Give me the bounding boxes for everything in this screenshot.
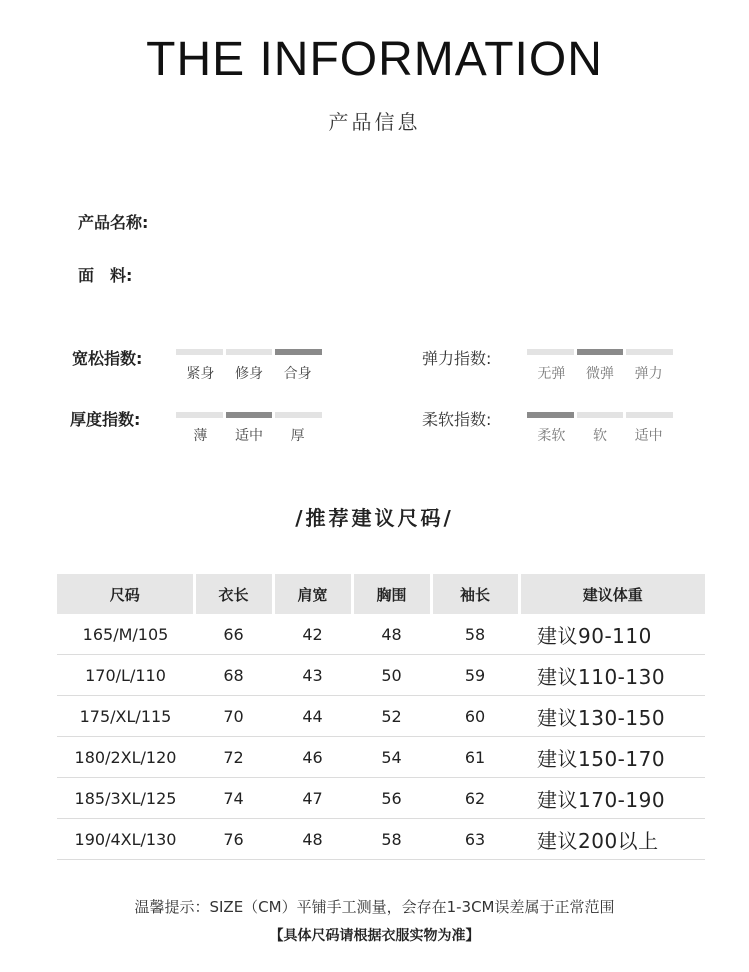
looseness-seg-3 bbox=[275, 349, 322, 355]
table-row bbox=[57, 737, 705, 778]
chest-cell: 54 bbox=[352, 737, 431, 778]
softness-seg-2 bbox=[577, 412, 624, 418]
softness-option: 软 bbox=[593, 428, 607, 444]
sleeve-cell: 60 bbox=[431, 696, 519, 737]
thickness-options bbox=[176, 425, 322, 445]
shoulder-cell: 46 bbox=[273, 737, 352, 778]
header-shoulder: 肩宽 bbox=[273, 574, 352, 614]
softness-seg-1 bbox=[527, 412, 574, 418]
table-row bbox=[57, 819, 705, 860]
looseness-index-bar bbox=[176, 349, 322, 355]
looseness-option: 修身 bbox=[235, 366, 263, 382]
product-name-label: 产品名称: bbox=[78, 213, 149, 232]
elasticity-seg-1 bbox=[527, 349, 574, 355]
size-cell: 175/XL/115 bbox=[57, 696, 194, 737]
looseness-option: 合身 bbox=[283, 366, 312, 382]
weight-cell: 建议110-130 bbox=[519, 655, 705, 696]
elasticity-index-label: 弹力指数: bbox=[422, 349, 492, 368]
looseness-seg-2 bbox=[226, 349, 273, 355]
shoulder-cell: 47 bbox=[273, 778, 352, 819]
chest-cell: 48 bbox=[352, 614, 431, 655]
table-row bbox=[57, 655, 705, 696]
elasticity-option: 无弹 bbox=[537, 366, 566, 382]
table-row bbox=[57, 778, 705, 819]
thickness-option: 适中 bbox=[235, 428, 263, 444]
shoulder-cell: 48 bbox=[273, 819, 352, 860]
length-cell: 74 bbox=[194, 778, 273, 819]
shoulder-cell: 44 bbox=[273, 696, 352, 737]
length-cell: 66 bbox=[194, 614, 273, 655]
softness-options bbox=[527, 425, 673, 445]
chest-cell: 50 bbox=[352, 655, 431, 696]
length-cell: 76 bbox=[194, 819, 273, 860]
size-table bbox=[57, 574, 705, 860]
elasticity-option: 弹力 bbox=[634, 366, 663, 382]
sleeve-cell: 63 bbox=[431, 819, 519, 860]
table-row bbox=[57, 614, 705, 655]
softness-option: 柔软 bbox=[537, 428, 566, 444]
thickness-index-bar bbox=[176, 412, 322, 418]
page-subtitle: 产品信息 bbox=[328, 110, 421, 134]
chest-cell: 52 bbox=[352, 696, 431, 737]
table-row bbox=[57, 696, 705, 737]
material-label: 面 料: bbox=[78, 266, 133, 285]
measurement-tip: 温馨提示：SIZE（CM）平铺手工测量，会存在1-3CM误差属于正常范围 bbox=[134, 898, 615, 916]
length-cell: 72 bbox=[194, 737, 273, 778]
thickness-seg-2 bbox=[226, 412, 273, 418]
size-cell: 165/M/105 bbox=[57, 614, 194, 655]
softness-index-bar bbox=[527, 412, 673, 418]
page-title: THE INFORMATION bbox=[146, 33, 603, 86]
size-cell: 170/L/110 bbox=[57, 655, 194, 696]
thickness-seg-3 bbox=[275, 412, 322, 418]
thickness-seg-1 bbox=[176, 412, 223, 418]
header-weight: 建议体重 bbox=[519, 574, 705, 614]
sleeve-cell: 58 bbox=[431, 614, 519, 655]
softness-seg-3 bbox=[626, 412, 673, 418]
softness-option: 适中 bbox=[634, 428, 663, 444]
thickness-option: 厚 bbox=[290, 428, 305, 444]
header-length: 衣长 bbox=[194, 574, 273, 614]
softness-index-label: 柔软指数: bbox=[422, 410, 492, 429]
chest-cell: 58 bbox=[352, 819, 431, 860]
weight-cell: 建议200以上 bbox=[519, 819, 705, 860]
weight-cell: 建议130-150 bbox=[519, 696, 705, 737]
looseness-seg-1 bbox=[176, 349, 223, 355]
size-cell: 185/3XL/125 bbox=[57, 778, 194, 819]
weight-cell: 建议170-190 bbox=[519, 778, 705, 819]
chest-cell: 56 bbox=[352, 778, 431, 819]
elasticity-options bbox=[527, 363, 673, 383]
weight-cell: 建议90-110 bbox=[519, 614, 705, 655]
looseness-index-label: 宽松指数: bbox=[72, 349, 143, 368]
thickness-option: 薄 bbox=[193, 428, 208, 444]
sleeve-cell: 61 bbox=[431, 737, 519, 778]
size-cell: 180/2XL/120 bbox=[57, 737, 194, 778]
elasticity-index-bar bbox=[527, 349, 673, 355]
looseness-options bbox=[176, 363, 322, 383]
header-sleeve: 袖长 bbox=[431, 574, 519, 614]
size-cell: 190/4XL/130 bbox=[57, 819, 194, 860]
shoulder-cell: 42 bbox=[273, 614, 352, 655]
elasticity-option: 微弹 bbox=[586, 366, 614, 382]
length-cell: 68 bbox=[194, 655, 273, 696]
elasticity-seg-3 bbox=[626, 349, 673, 355]
header-chest: 胸围 bbox=[352, 574, 431, 614]
shoulder-cell: 43 bbox=[273, 655, 352, 696]
weight-cell: 建议150-170 bbox=[519, 737, 705, 778]
sleeve-cell: 59 bbox=[431, 655, 519, 696]
size-section-title: /推荐建议尺码/ bbox=[295, 506, 454, 530]
elasticity-seg-2 bbox=[577, 349, 624, 355]
header-size: 尺码 bbox=[57, 574, 194, 614]
length-cell: 70 bbox=[194, 696, 273, 737]
size-table-header-row bbox=[57, 574, 705, 614]
looseness-option: 紧身 bbox=[186, 366, 215, 382]
size-disclaimer: 【具体尺码请根据衣服实物为准】 bbox=[269, 928, 480, 944]
sleeve-cell: 62 bbox=[431, 778, 519, 819]
thickness-index-label: 厚度指数: bbox=[70, 410, 141, 429]
